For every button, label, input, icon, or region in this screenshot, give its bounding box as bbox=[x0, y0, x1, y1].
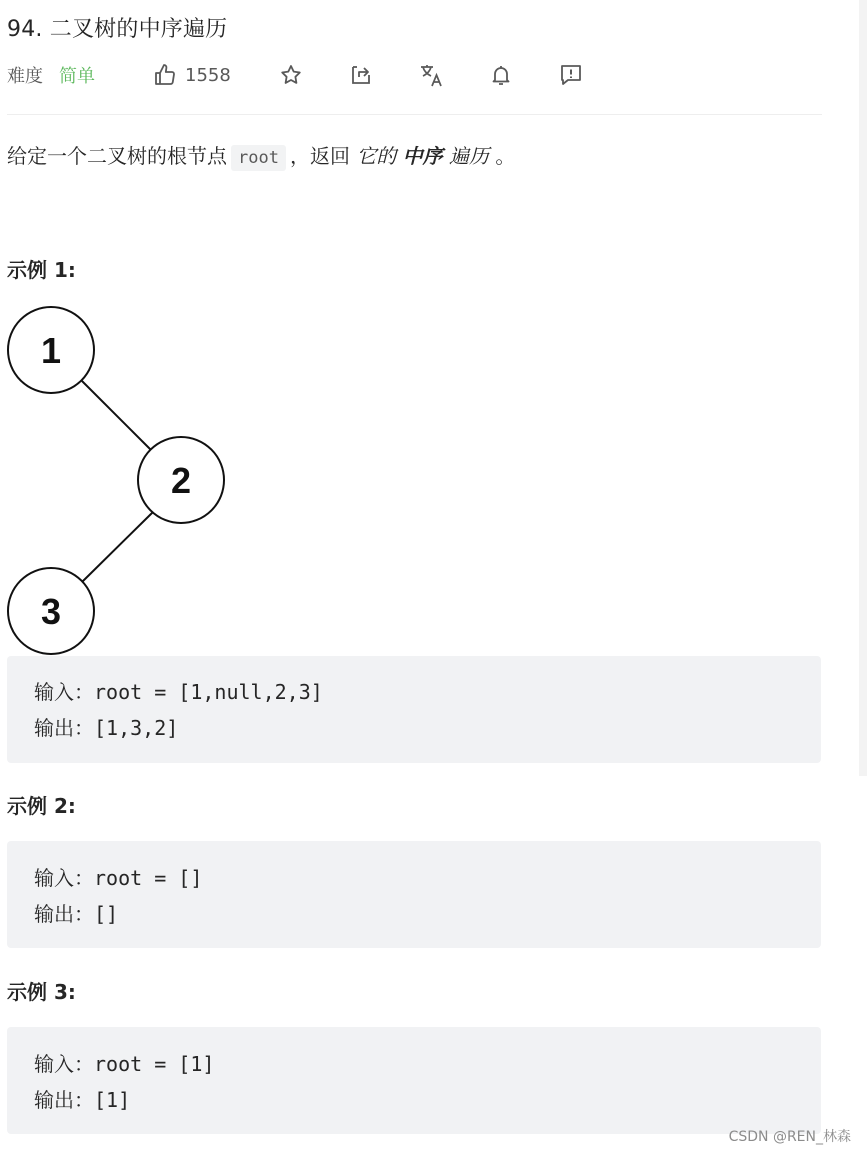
example-2-code-block bbox=[7, 841, 821, 948]
favorite-button[interactable] bbox=[279, 58, 303, 92]
example-3-input: 输入：root = [1] bbox=[34, 1052, 215, 1076]
example-2-title: 示例 2: bbox=[7, 794, 76, 818]
tree-node-1 bbox=[8, 307, 94, 393]
csdn-watermark: CSDN @REN_林森 bbox=[728, 1129, 851, 1145]
feedback-icon bbox=[559, 63, 583, 87]
star-icon bbox=[279, 63, 303, 87]
example-3-output: 输出：[1] bbox=[34, 1088, 131, 1112]
example-2-output: 输出：[] bbox=[34, 902, 119, 926]
tree-edge-1-2 bbox=[82, 381, 153, 452]
tree-node-2-label: 2 bbox=[170, 460, 192, 501]
example-1-title: 示例 1: bbox=[7, 258, 76, 282]
problem-description bbox=[7, 142, 515, 172]
problem-meta-bar bbox=[7, 58, 847, 92]
share-icon bbox=[349, 63, 373, 87]
translate-icon bbox=[419, 62, 445, 88]
tree-node-1-label: 1 bbox=[40, 330, 62, 371]
header-divider bbox=[7, 114, 822, 115]
desc-em-1: 它的 bbox=[356, 144, 397, 168]
example-2-input: 输入：root = [] bbox=[34, 866, 203, 890]
desc-middle: ，返回 bbox=[289, 144, 350, 168]
desc-suffix: 。 bbox=[495, 144, 516, 168]
difficulty-label: 难度 bbox=[7, 66, 43, 87]
inline-code-root: root bbox=[231, 145, 286, 171]
example-3-code-block bbox=[7, 1027, 821, 1134]
tree-edge-2-3 bbox=[82, 512, 153, 582]
example-1-output: 输出：[1,3,2] bbox=[34, 716, 179, 740]
translate-button[interactable] bbox=[419, 58, 445, 92]
share-button[interactable] bbox=[349, 58, 373, 92]
desc-strong: 中序 bbox=[402, 144, 443, 168]
tree-node-3-label: 3 bbox=[40, 591, 62, 632]
bell-icon bbox=[489, 63, 513, 87]
example-1-code-block bbox=[7, 656, 821, 763]
desc-prefix: 给定一个二叉树的根节点 bbox=[7, 144, 227, 168]
like-count: 1558 bbox=[185, 64, 231, 86]
like-button[interactable] bbox=[153, 58, 231, 92]
example-3-title: 示例 3: bbox=[7, 980, 76, 1004]
subscribe-button[interactable] bbox=[489, 58, 513, 92]
thumbs-up-icon bbox=[153, 63, 177, 87]
desc-em-2: 遍历 bbox=[449, 144, 490, 168]
scrollbar-track[interactable] bbox=[859, 0, 867, 776]
problem-title: 94. 二叉树的中序遍历 bbox=[7, 17, 228, 42]
example-1-input: 输入：root = [1,null,2,3] bbox=[34, 680, 323, 704]
binary-tree-diagram bbox=[0, 300, 240, 662]
tree-node-2 bbox=[138, 437, 224, 523]
tree-node-3 bbox=[8, 568, 94, 654]
feedback-button[interactable] bbox=[559, 58, 583, 92]
difficulty-value: 简单 bbox=[59, 66, 95, 87]
